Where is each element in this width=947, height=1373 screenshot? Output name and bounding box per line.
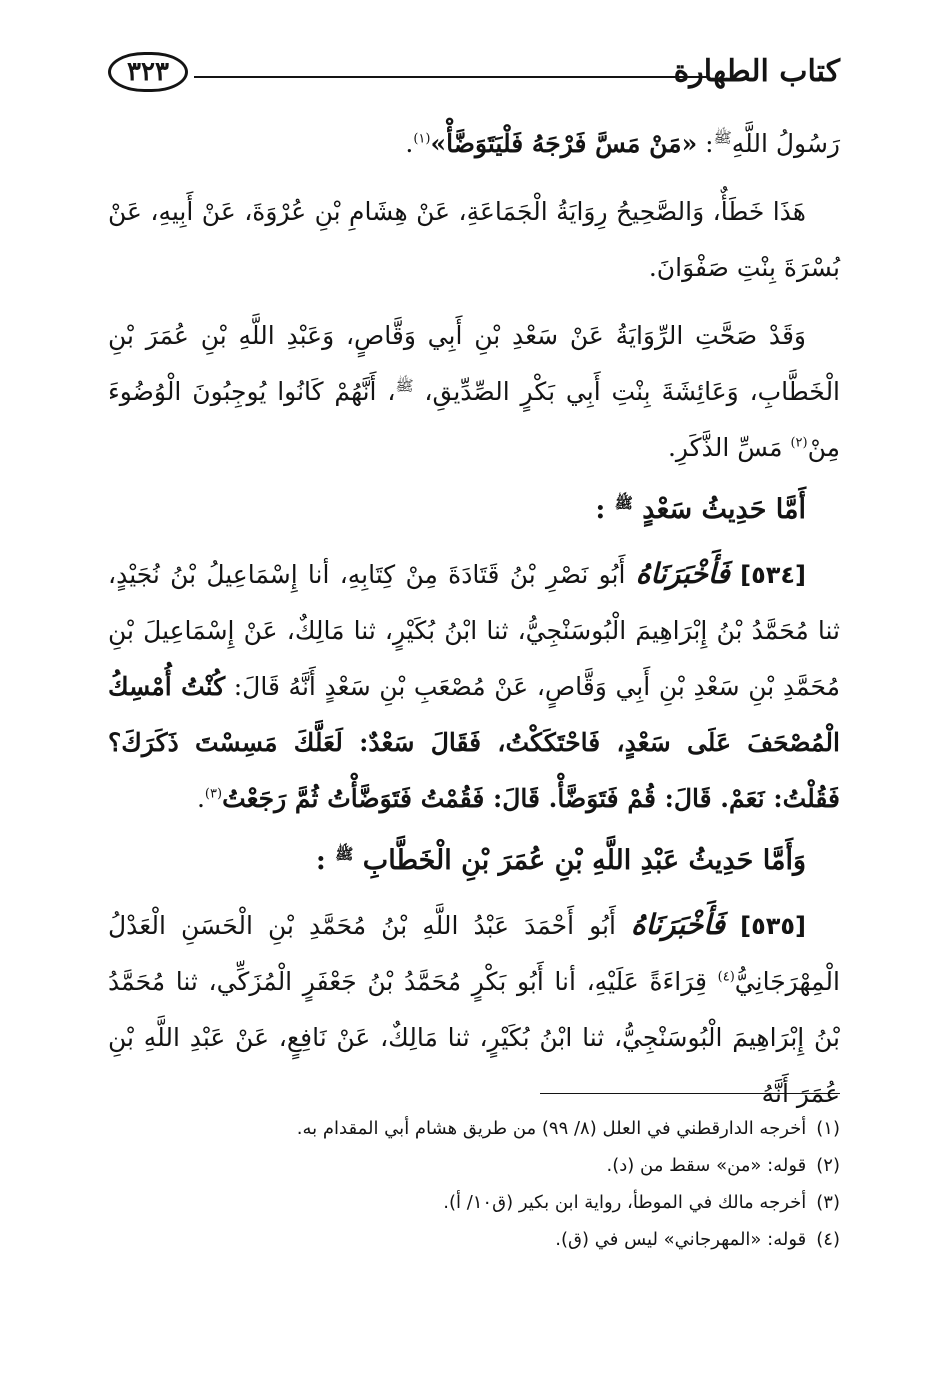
p4-end: . xyxy=(196,784,205,813)
paragraph-2: هَذَا خَطَأٌ، وَالصَّحِيحُ رِوَايَةُ الْجَمَاعَةِ، عَنْ هِشَامِ بْنِ عُرْوَةَ، عَنْ أَبِيهِ، عَنْ بُسْرَةَ بِنْتِ صَفْوَانَ. xyxy=(108,197,840,282)
p3-text1: وَقَدْ صَحَّتِ الرِّوَايَةُ عَنْ سَعْدِ بْنِ أَبِي وَقَّاصٍ، وَعَبْدِ اللَّهِ بْنِ عُمَرَ بْنِ الْخَطَّابِ، وَعَائِشَةَ بِنْتِ أَبِي بَكْرٍ الصِّدِّيقِ، xyxy=(108,321,841,406)
paragraph-3 xyxy=(108,308,840,476)
hadith-number: [٥٣٤] xyxy=(740,561,806,589)
header-rule xyxy=(194,76,708,78)
footnote-label: (٤) xyxy=(816,1229,840,1250)
heading2-text: وَأَمَّا حَدِيثُ عَبْدِ اللَّهِ بْنِ عُمَرَ بْنِ الْخَطَّابِ xyxy=(362,845,806,876)
paragraph-1 xyxy=(108,116,840,172)
footnote-item xyxy=(108,1221,840,1258)
isnad-text: أَبُو نَصْرِ بْنُ قَتَادَةَ مِنْ كِتَابِهِ، أنا إِسْمَاعِيلُ بْنُ نُجَيْدٍ، ثنا مُحَمَّدُ بْنُ إِبْرَاهِيمَ الْبُوسَنْجِيُّ، ثنا ابْنُ بُكَيْرٍ، ثنا مَالِكٌ، عَنْ إِسْمَاعِيلَ بْنِ مُحَمَّدِ بْنِ سَعْدِ بْنِ أَبِي وَقَّاصٍ، عَنْ مُصْعَبِ بْنِ سَعْدٍ أَنَّهُ قَالَ: xyxy=(108,560,840,701)
hadith-534 xyxy=(108,546,840,827)
isnad-text: أَبُو أَحْمَدَ عَبْدُ اللَّهِ بْنُ مُحَمَّدِ بْنِ الْحَسَنِ الْعَدْلُ الْمِهْرَجَانِيُّ xyxy=(108,911,840,996)
honorific-mark: ﷺ xyxy=(395,376,414,395)
footnote-text: أخرجه مالك في الموطأ، رواية ابن بكير (ق١٠/ أ). xyxy=(443,1192,807,1213)
footnote-text: قوله: «المهرجاني» ليس في (ق). xyxy=(555,1229,807,1250)
p1-sep: : xyxy=(697,129,714,158)
heading2-end: : xyxy=(315,845,336,876)
footnote-text: قوله: «من» سقط من (د). xyxy=(606,1155,807,1176)
section-heading-ibn-umar xyxy=(108,833,840,889)
footnote-item xyxy=(108,1147,840,1184)
honorific-mark: ﷺ xyxy=(335,845,354,863)
footnote-label: (٣) xyxy=(816,1192,840,1213)
footnote-label: (١) xyxy=(816,1118,840,1139)
hadith-quote: «مَنْ مَسَّ فَرْجَهُ فَلْيَتَوَضَّأْ» xyxy=(430,129,698,158)
heading1-end: : xyxy=(595,494,615,525)
page-header xyxy=(108,48,840,104)
hadith-535 xyxy=(108,897,840,1122)
footnote-item xyxy=(108,1184,840,1221)
p3-text3: مَسِّ الذَّكَرِ. xyxy=(667,433,791,462)
hadith-lead-word: فَأَخْبَرَنَاهُ xyxy=(635,557,730,590)
page-number: ٣٢٣ xyxy=(108,52,188,92)
hadith-number: [٥٣٥] xyxy=(740,912,807,940)
matn-text: كُنْتُ أُمْسِكُ الْمُصْحَفَ عَلَى سَعْدٍ، فَاحْتَكَكْتُ، فَقَالَ سَعْدٌ: لَعَلَّكَ مَسِسْتَ ذَكَرَكَ؟ فَقُلْتُ: نَعَمْ. قَالَ: قُمْ فَتَوَضَّأْ. قَالَ: فَقُمْتُ فَتَوَضَّأْتُ ثُمَّ رَجَعْتُ xyxy=(108,672,840,813)
honorific-mark: ﷺ xyxy=(713,128,732,147)
footnote-label: (٢) xyxy=(816,1155,840,1176)
honorific-mark: ﷺ xyxy=(614,494,633,512)
footnote-text: أخرجه الدارقطني في العلل (٨/ ٩٩) من طريق هشام أبي المقدام به. xyxy=(296,1118,807,1139)
isnad-text-cont: قِرَاءَةً عَلَيْهِ، أنا أَبُو بَكْرٍ مُحَمَّدُ بْنُ جَعْفَرٍ الْمُزَكِّي، ثنا مُحَمَّدُ بْنُ إِبْرَاهِيمَ الْبُوسَنْجِيُّ، ثنا ابْنُ بُكَيْرٍ، ثنا مَالِكٌ، عَنْ نَافِعٍ، عَنْ عَبْدِ اللَّهِ بْنِ عُمَرَ أَنَّهُ xyxy=(108,967,840,1108)
footnote-ref-1[interactable]: (١) xyxy=(413,131,431,147)
footnote-ref-3[interactable]: (٣) xyxy=(204,786,223,802)
heading1-text: أَمَّا حَدِيثُ سَعْدٍ xyxy=(642,494,806,525)
section-heading-saad xyxy=(108,482,840,538)
footnote-separator xyxy=(540,1093,840,1094)
p3-text2: ، أَنَّهُمْ كَانُوا يُوجِبُونَ الْوُضُوءَ مِنْ xyxy=(108,377,840,462)
main-text xyxy=(108,116,840,1122)
footnote-ref-4[interactable]: (٤) xyxy=(717,969,735,985)
footnotes-list xyxy=(108,1110,840,1258)
p1-end: . xyxy=(405,129,414,158)
p1-prefix: رَسُولُ اللَّهِ xyxy=(731,129,840,158)
footnote-ref-2[interactable]: (٢) xyxy=(790,435,808,451)
hadith-lead-word: فَأَخْبَرَنَاهُ xyxy=(630,908,726,941)
footnote-item xyxy=(108,1110,840,1147)
book-title: كتاب الطهارة xyxy=(673,54,840,89)
